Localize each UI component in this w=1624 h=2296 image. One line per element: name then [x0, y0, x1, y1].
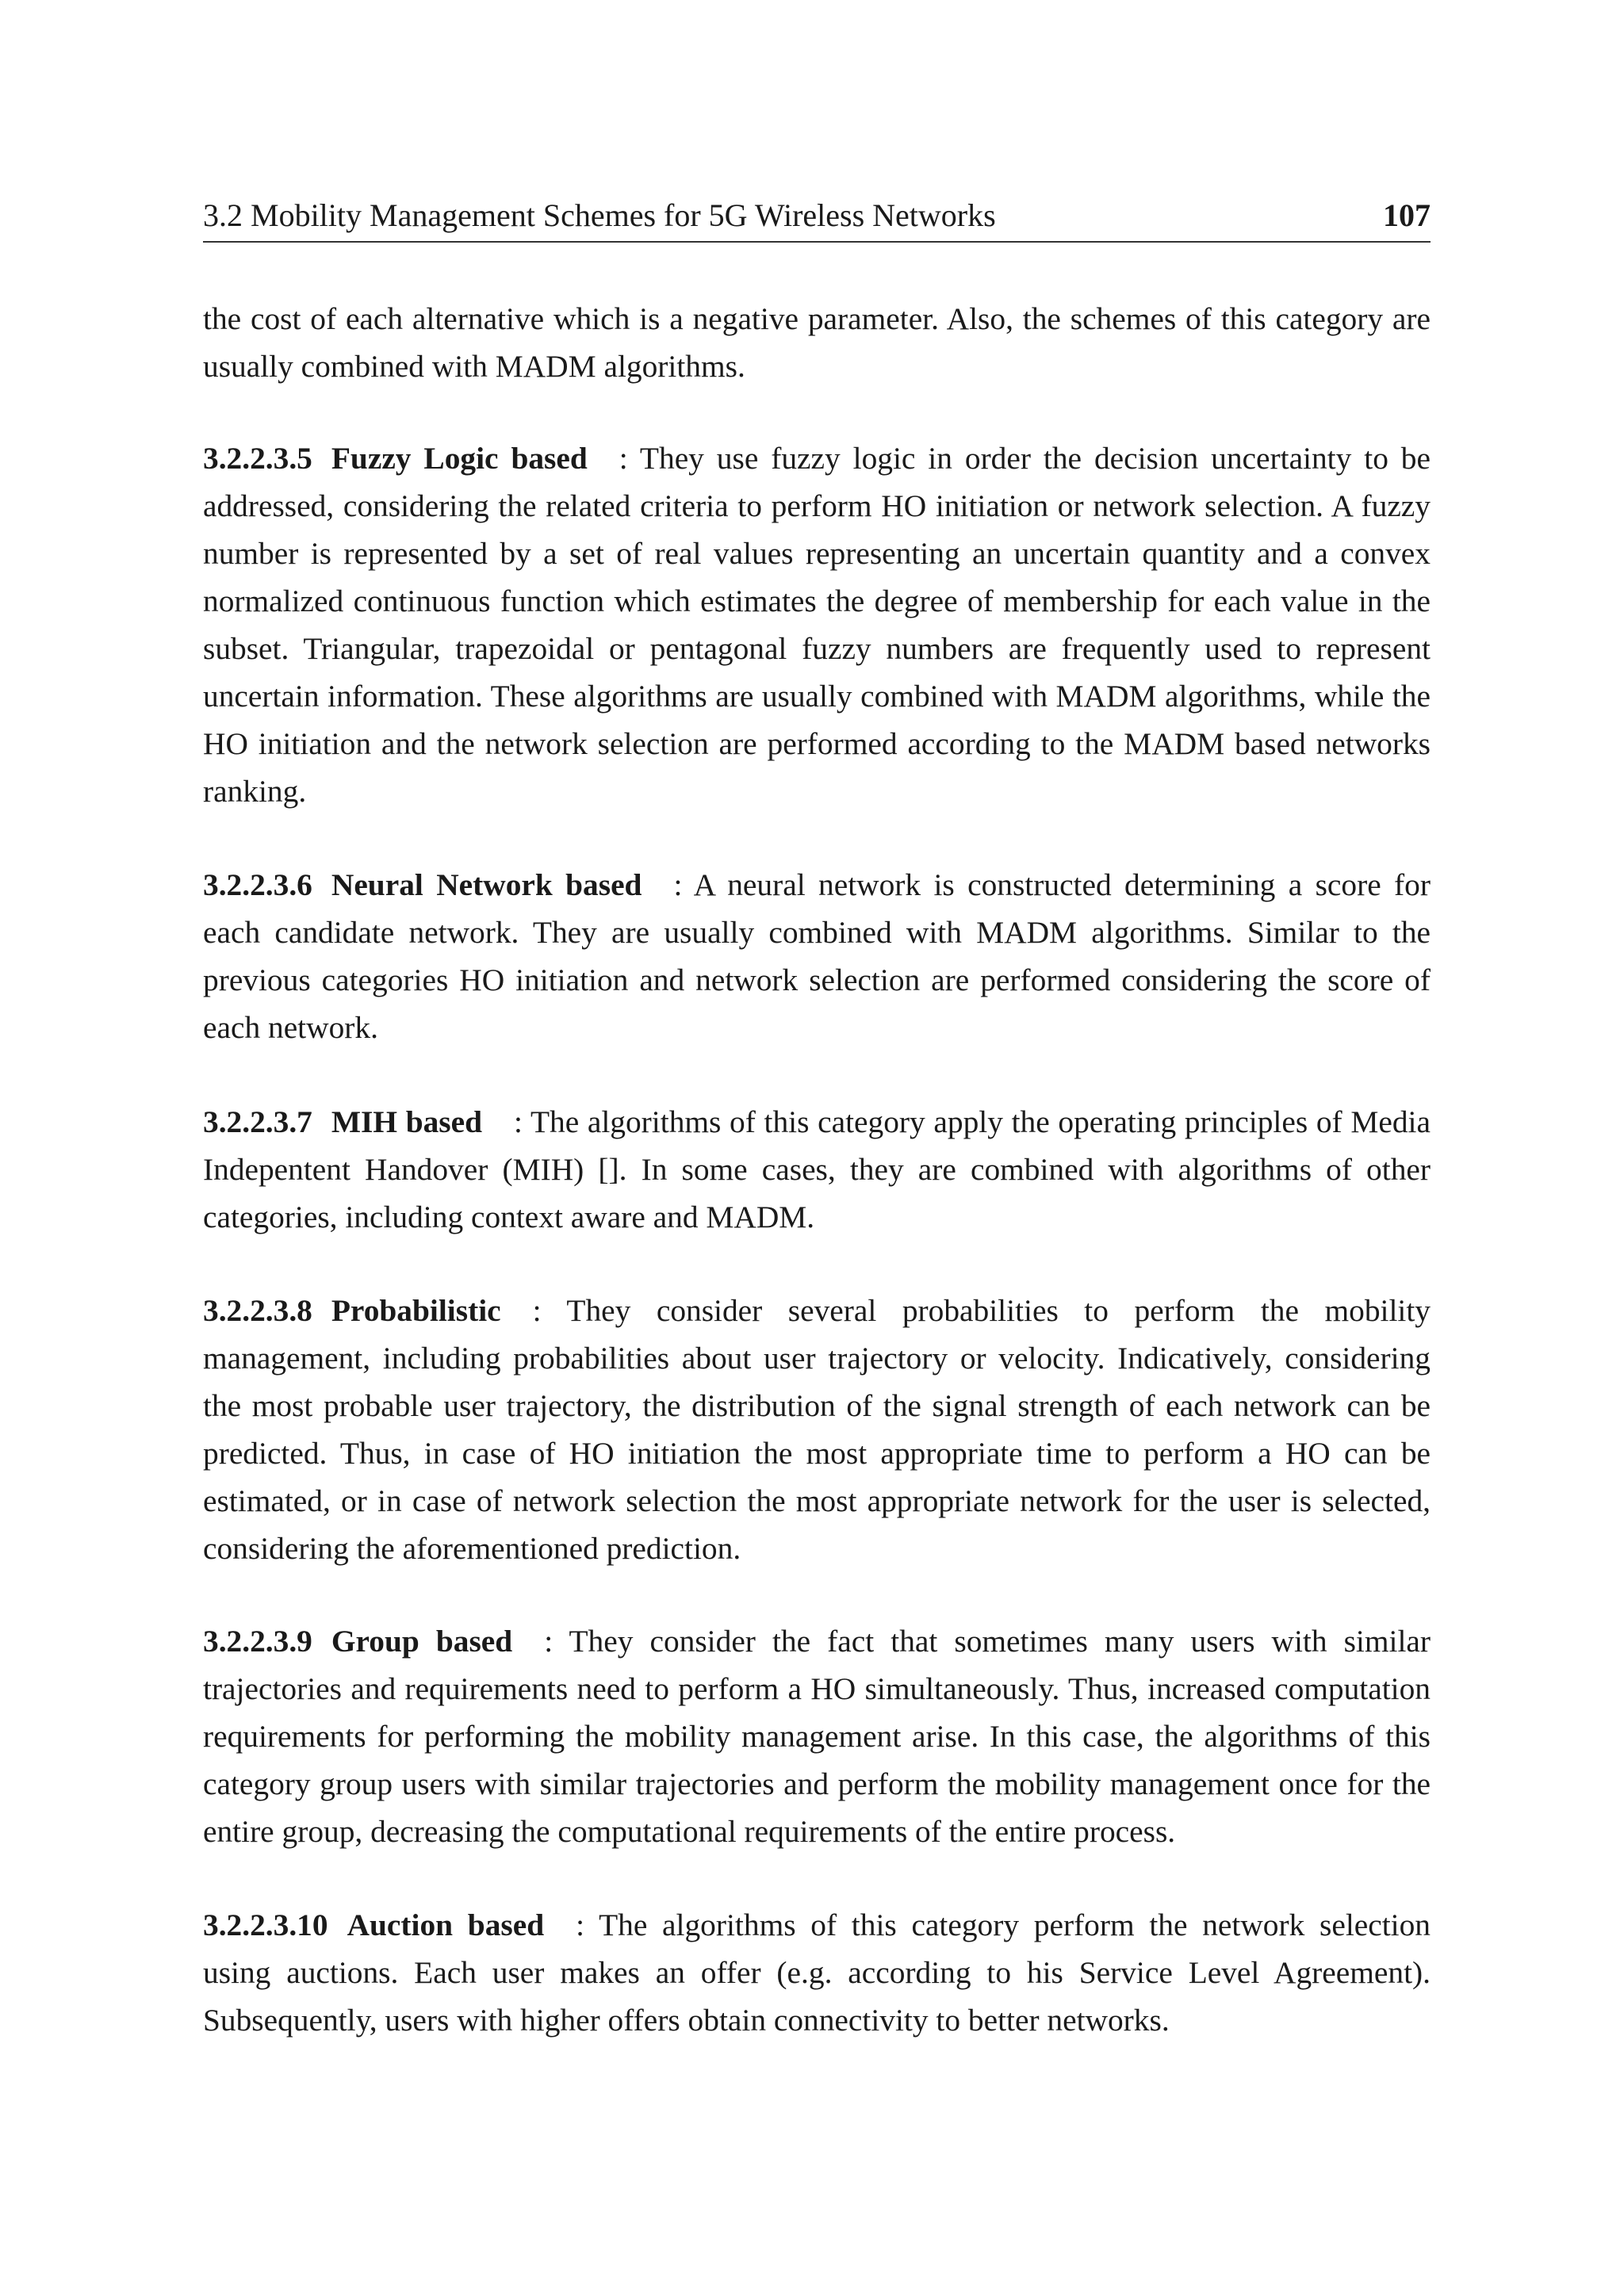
- section-number: 3.2.2.3.6: [203, 867, 312, 902]
- section-neural-network: [203, 861, 1431, 1051]
- section-auction: [203, 1901, 1431, 2044]
- page: [203, 0, 1431, 2296]
- section-title: MIH based: [331, 1104, 483, 1139]
- intro-paragraph: [203, 295, 1431, 390]
- section-number: 3.2.2.3.9: [203, 1624, 312, 1659]
- section-body: : They use fuzzy logic in order the decision uncertainty to be addressed, considering the related criteria to perform HO initiation or network selection. A fuzzy number is represented by a set of real values representing an uncertain quantity and a convex normalized continuous function which estimates the degree of membership for each value in the subset. Triangular, trapezoidal or pentagonal fuzzy numbers are frequently used to represent uncertain information. These algorithms are usually combined with MADM algorithms, while the HO initiation and the network selection are performed according to the MADM based networks ranking.: [203, 441, 1431, 809]
- section-body: : They consider the fact that sometimes many users with similar trajectories and requirements need to perform a HO simultaneously. Thus, increased computation requirements for performing the mobility management arise. In this case, the algorithms of this category group users with similar trajectories and perform the mobility management once for the entire group, decreasing the computational requirements of the entire process.: [203, 1624, 1431, 1849]
- running-header: [203, 193, 1431, 243]
- section-mih: [203, 1098, 1431, 1241]
- section-title: Fuzzy Logic based: [331, 441, 588, 476]
- section-number: 3.2.2.3.10: [203, 1908, 328, 1942]
- section-title: Group based: [331, 1624, 513, 1659]
- section-body: : A neural network is constructed determining a score for each candidate network. They are usually combined with MADM algorithms. Similar to the previous categories HO initiation and network selection are performed considering the score of each network.: [203, 867, 1431, 1045]
- section-title: Probabilistic: [331, 1293, 501, 1328]
- section-body: : The algorithms of this category apply the operating principles of Media Indepentent Handover (MIH) []. In some cases, they are combined with algorithms of other categories, including context aware and MADM.: [203, 1104, 1431, 1234]
- section-title: Neural Network based: [331, 867, 642, 902]
- intro-text: the cost of each alternative which is a negative parameter. Also, the schemes of this category are usually combined with MADM algorithms.: [203, 301, 1431, 384]
- section-group: [203, 1617, 1431, 1855]
- page-number: 107: [1383, 197, 1431, 233]
- section-fuzzy-logic: [203, 434, 1431, 815]
- section-title: Auction based: [347, 1908, 545, 1942]
- section-number: 3.2.2.3.7: [203, 1104, 312, 1139]
- section-body: : They consider several probabilities to perform the mobility management, including probabilities about user trajectory or velocity. Indicatively, considering the most probable user trajectory, the distribution of the signal strength of each network can be predicted. Thus, in case of HO initiation the most appropriate time to perform a HO can be estimated, or in case of network selection the most appropriate network for the user is selected, considering the aforementioned prediction.: [203, 1293, 1431, 1566]
- running-header-title: 3.2 Mobility Management Schemes for 5G Wireless Networks: [203, 197, 996, 233]
- section-body: : The algorithms of this category perform the network selection using auctions. Each user makes an offer (e.g. according to his Service Level Agreement). Subsequently, users with higher offers obtain connectivity to better networks.: [203, 1908, 1431, 2038]
- section-probabilistic: [203, 1287, 1431, 1572]
- section-number: 3.2.2.3.8: [203, 1293, 312, 1328]
- section-number: 3.2.2.3.5: [203, 441, 312, 476]
